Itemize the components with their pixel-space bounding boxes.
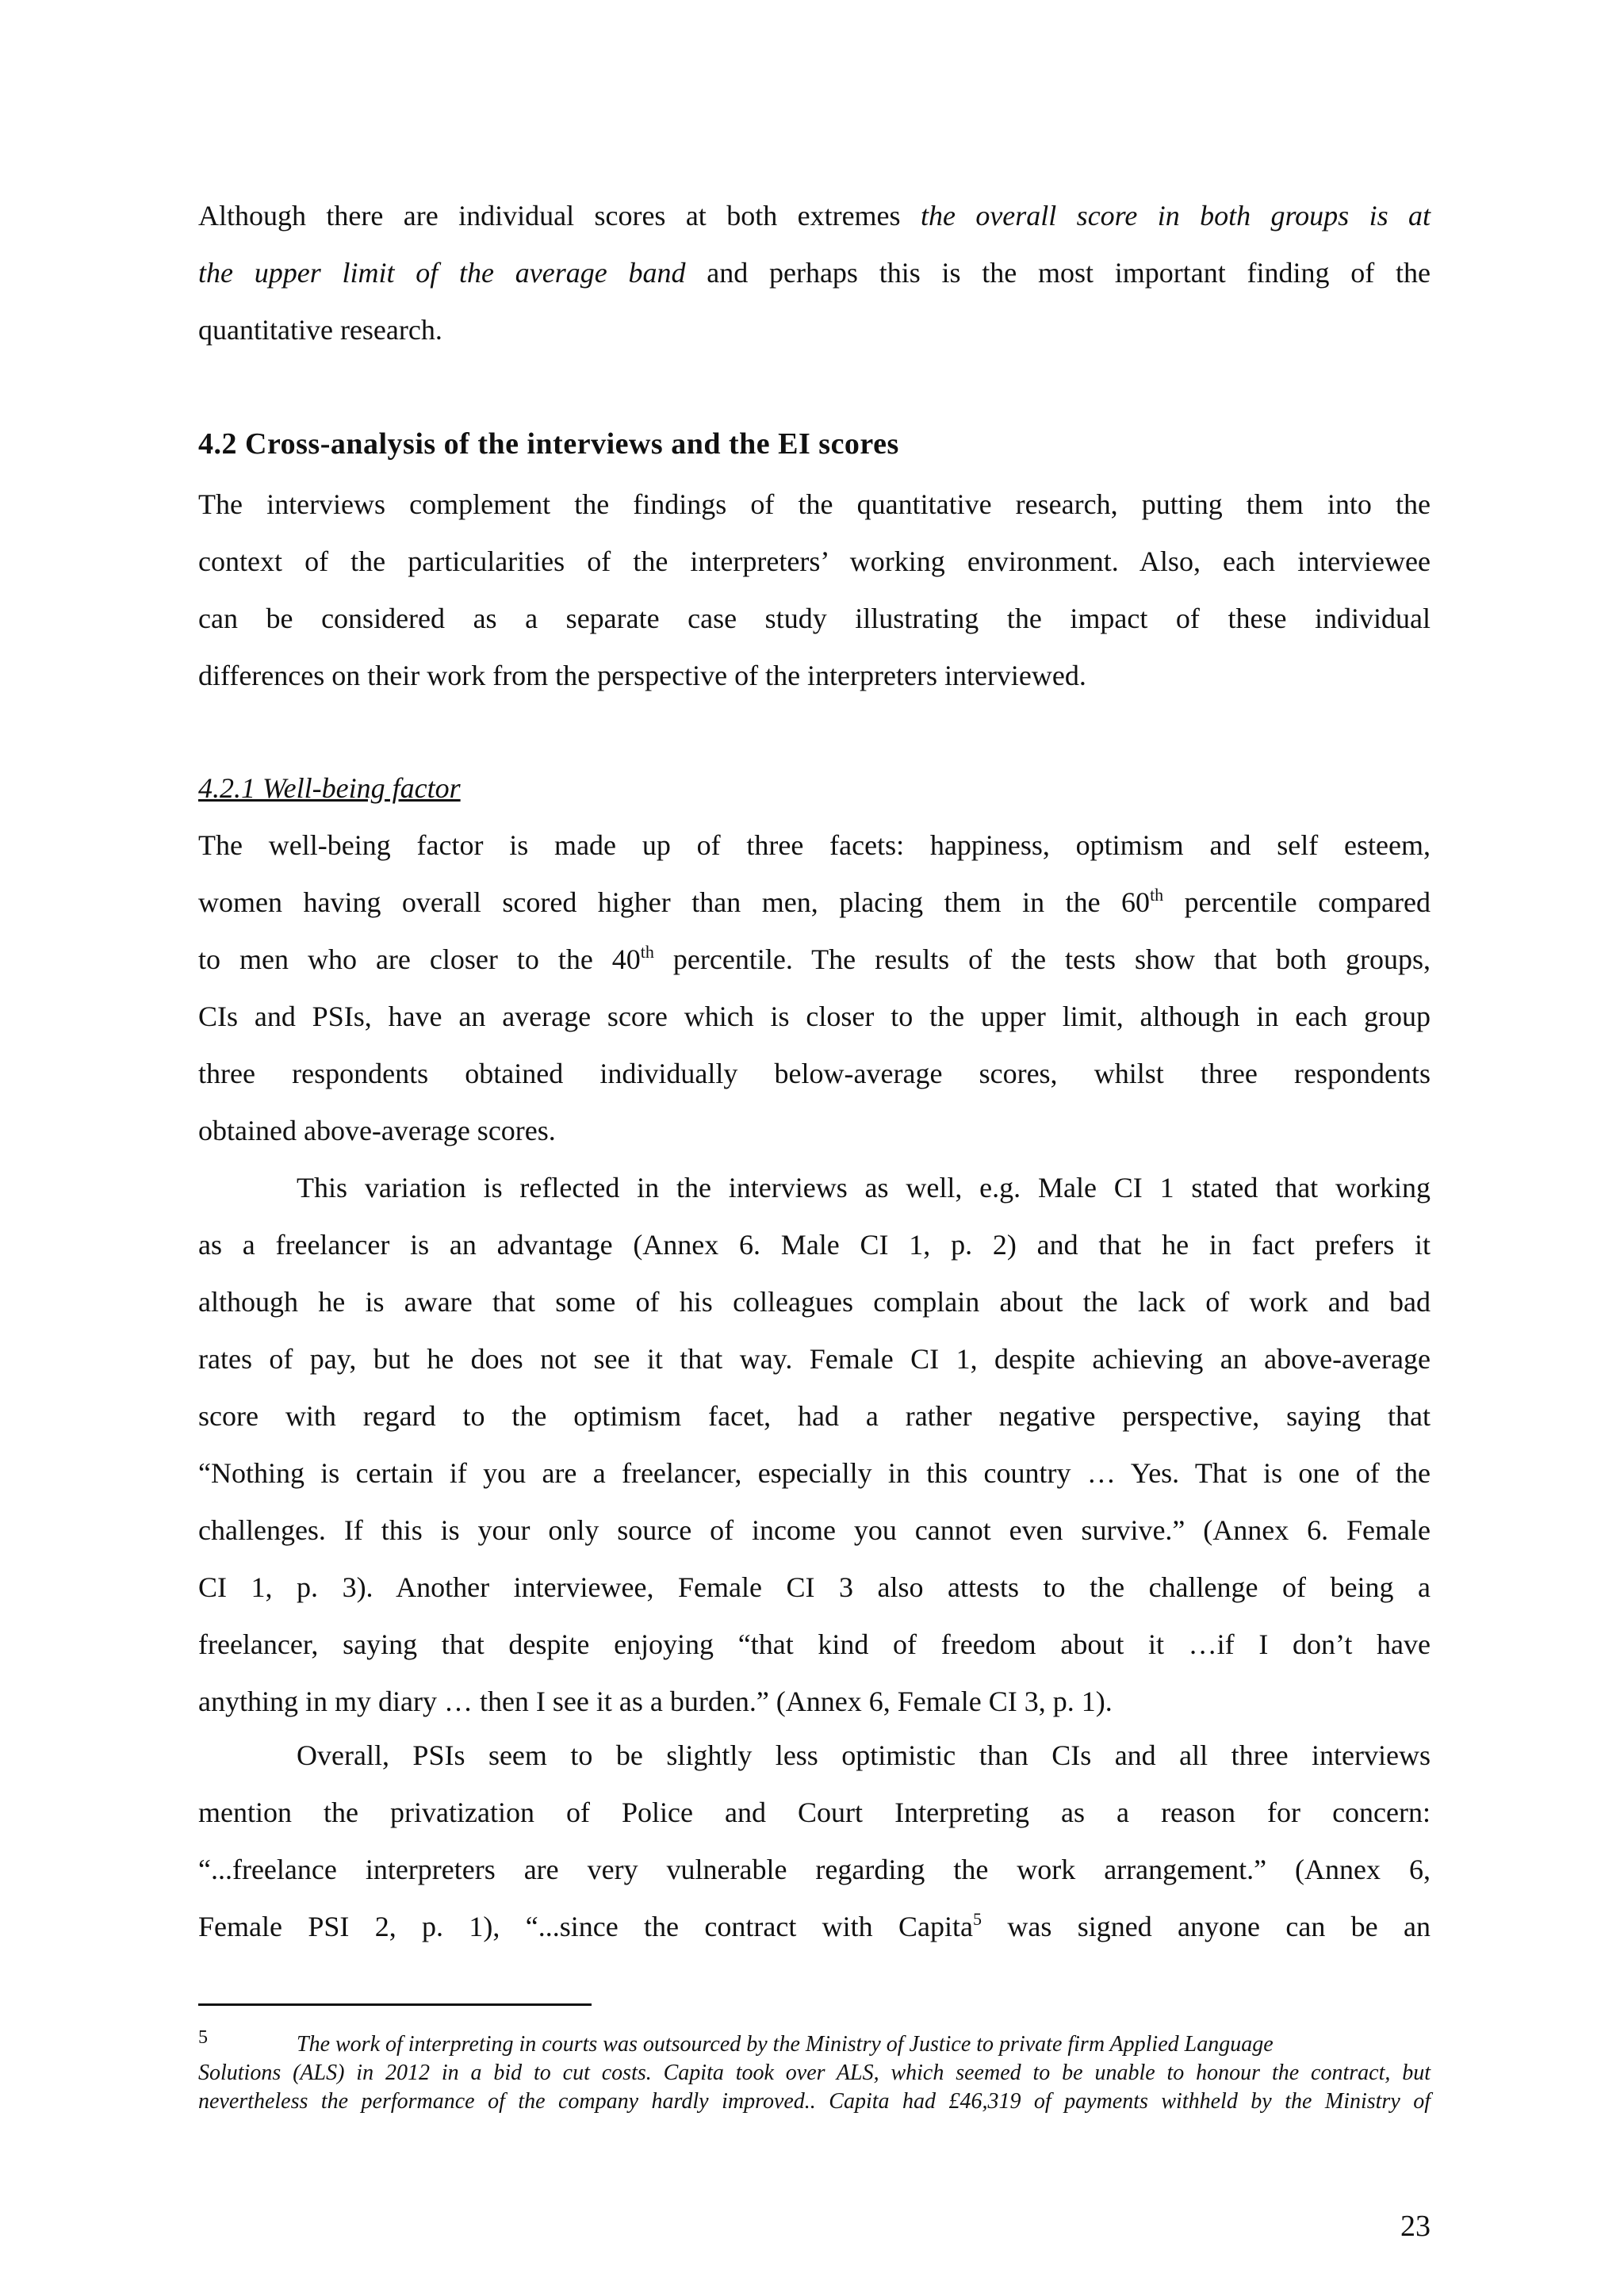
paragraph-line: three respondents obtained individually below-average scores, whilst three respondents bbox=[198, 1058, 1431, 1089]
paragraph-line: the upper limit of the average band and perhaps this is the most important finding of the bbox=[198, 257, 1431, 289]
paragraph-line: mention the privatization of Police and Court Interpreting as a reason for concern: bbox=[198, 1797, 1431, 1828]
paragraph-line: anything in my diary … then I see it as a burden.” (Annex 6, Female CI 3, p. 1). bbox=[198, 1686, 1113, 1717]
paragraph-line: Female PSI 2, p. 1), “...since the contract with Capita$^5$ was signed anyone can be an bbox=[198, 1909, 1431, 1942]
footnote-separator bbox=[198, 2003, 592, 2006]
paragraph-line: This variation is reflected in the interviews as well, e.g. Male CI 1 stated that working bbox=[297, 1172, 1431, 1203]
superscript: th bbox=[640, 942, 654, 962]
page-number: 23 bbox=[1400, 2210, 1431, 2243]
paragraph-line: “Nothing is certain if you are a freelancer, especially in this country … Yes. That is one of the bbox=[198, 1457, 1431, 1489]
paragraph-line: The interviews complement the findings of the quantitative research, putting them into the bbox=[198, 488, 1431, 520]
emphasis-text: the upper limit of the average band bbox=[198, 257, 686, 289]
paragraph-line: as a freelancer is an advantage (Annex 6. Male CI 1, p. 2) and that he in fact prefers it bbox=[198, 1229, 1431, 1261]
footnote-line: 5 The work of interpreting in courts was outsourced by the Ministry of Justice to private firm Applied Language bbox=[198, 2023, 1431, 2059]
footnote-line: Solutions (ALS) in 2012 in a bid to cut costs. Capita took over ALS, which seemed to be unable to honour the contract, but bbox=[198, 2061, 1431, 2085]
section-heading: 4.2 Cross-analysis of the interviews and the EI scores bbox=[198, 427, 899, 461]
paragraph-line: challenges. If this is your only source of income you cannot even survive.” (Annex 6. Female bbox=[198, 1514, 1431, 1546]
paragraph-4 bbox=[198, 1159, 1431, 1730]
emphasis-text: the overall score in both groups is at bbox=[920, 200, 1431, 232]
paragraph-line: The well-being factor is made up of three facets: happiness, optimism and self esteem, bbox=[198, 829, 1431, 861]
paragraph-line: Although there are individual scores at both extremes the overall score in both groups is at bbox=[198, 200, 1431, 232]
paragraph-line: although he is aware that some of his colleagues complain about the lack of work and bad bbox=[198, 1286, 1431, 1318]
paragraph-5 bbox=[198, 1727, 1431, 1955]
paragraph-line: women having overall scored higher than men, placing them in the 60th percentile compared bbox=[198, 885, 1431, 918]
footnote-reference: 5 bbox=[973, 1909, 982, 1929]
paragraph-line: score with regard to the optimism facet, had a rather negative perspective, saying that bbox=[198, 1400, 1431, 1432]
paragraph-line: rates of pay, but he does not see it that way. Female CI 1, despite achieving an above-average bbox=[198, 1343, 1431, 1375]
paragraph-line: can be considered as a separate case study illustrating the impact of these individual bbox=[198, 603, 1431, 634]
paragraph-3 bbox=[198, 817, 1431, 1159]
paragraph-line: quantitative research. bbox=[198, 314, 442, 346]
paragraph-line: context of the particularities of the interpreters’ working environment. Also, each interviewee bbox=[198, 545, 1431, 577]
superscript: th bbox=[1150, 885, 1164, 905]
paragraph-line: differences on their work from the perspective of the interpreters interviewed. bbox=[198, 660, 1086, 691]
subsection-heading: 4.2.1 Well-being factor bbox=[198, 772, 461, 804]
footnote-line: nevertheless the performance of the company hardly improved.. Capita had £46,319 of payments withheld by the Ministry of bbox=[198, 2089, 1431, 2114]
paragraph-line: CIs and PSIs, have an average score which is closer to the upper limit, although in each group bbox=[198, 1001, 1431, 1032]
paragraph-line: freelancer, saying that despite enjoying “that kind of freedom about it …if I don’t have bbox=[198, 1628, 1431, 1660]
paragraph-line: “...freelance interpreters are very vulnerable regarding the work arrangement.” (Annex 6, bbox=[198, 1854, 1431, 1885]
paragraph-line: to men who are closer to the 40th percentile. The results of the tests show that both groups, bbox=[198, 942, 1431, 975]
footnote-number: 5 bbox=[198, 2027, 208, 2048]
paragraph-1 bbox=[198, 187, 1431, 358]
paragraph-line: obtained above-average scores. bbox=[198, 1115, 556, 1146]
paragraph-line: Overall, PSIs seem to be slightly less optimistic than CIs and all three interviews bbox=[297, 1739, 1431, 1771]
paragraph-2 bbox=[198, 476, 1431, 704]
footnote bbox=[198, 2023, 1431, 2116]
paragraph-line: CI 1, p. 3). Another interviewee, Female CI 3 also attests to the challenge of being a bbox=[198, 1571, 1431, 1603]
